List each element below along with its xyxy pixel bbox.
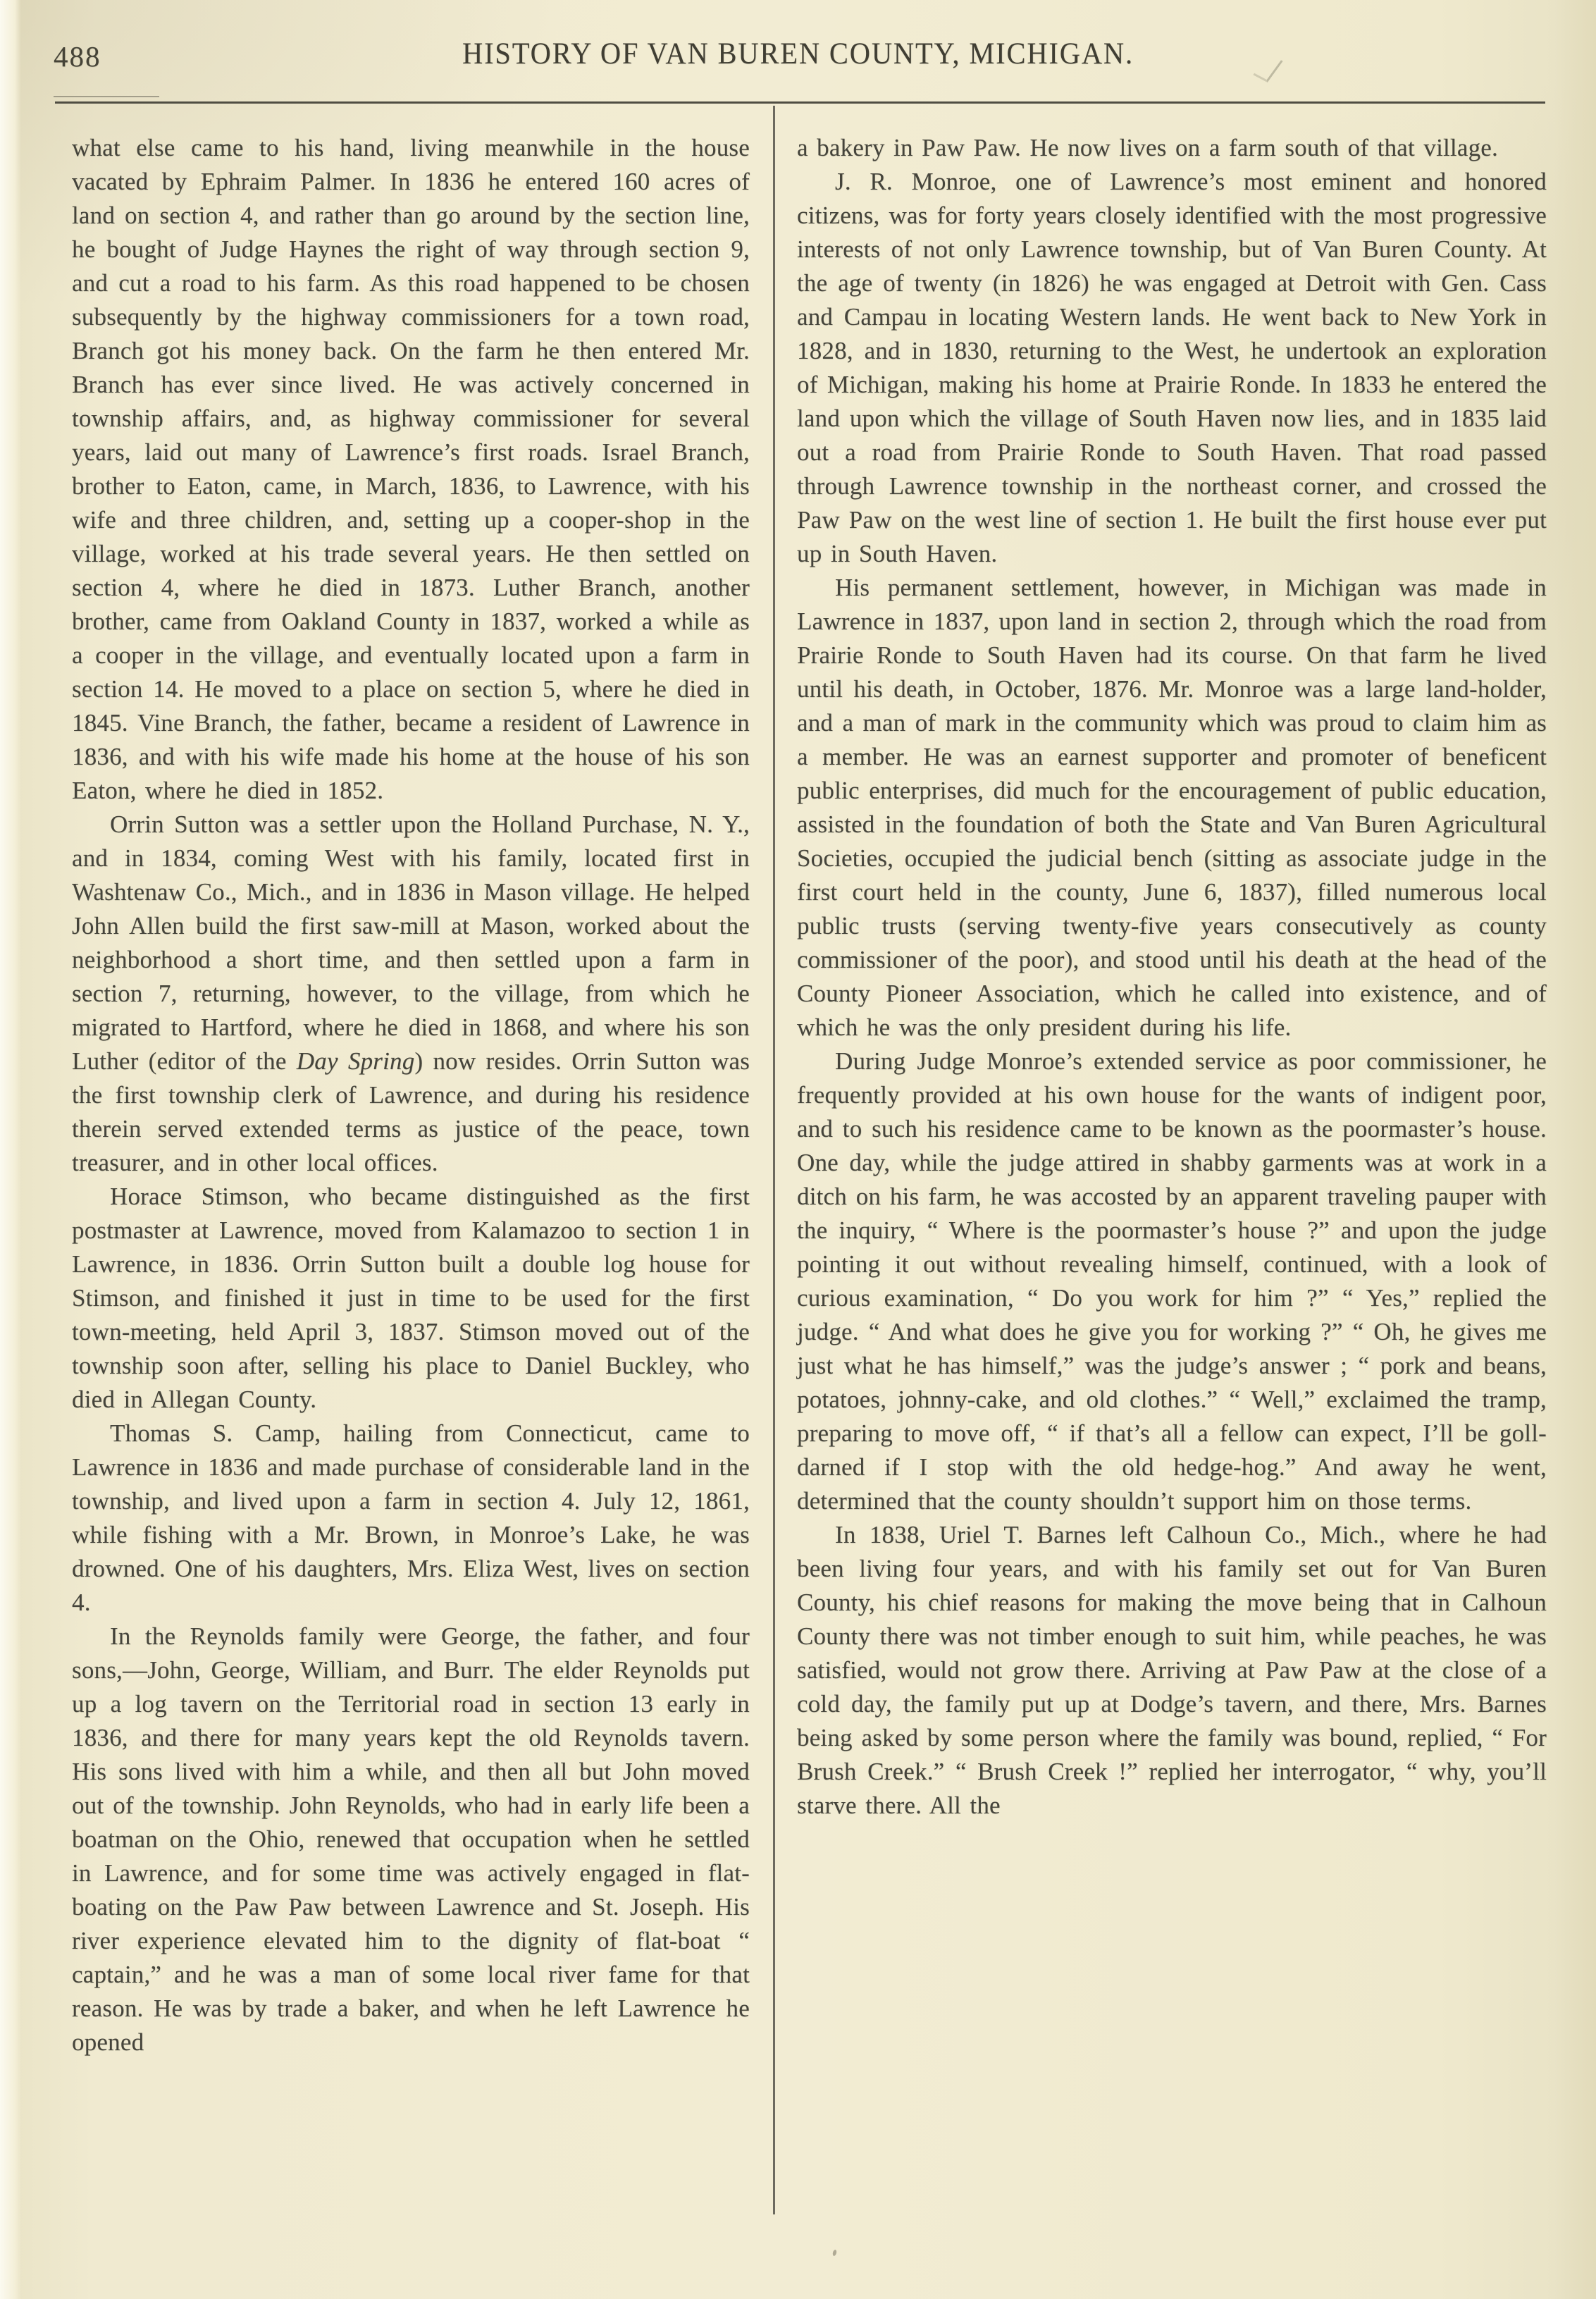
paragraph-reynolds-family: In the Reynolds family were George, the father, and four sons,—John, George, William, and Burr. The elder Reynolds put up a log tavern on the Territorial road in section 13 early in 1836, and there for many years kept the old Reynolds tavern. His sons lived with him a while, and then all but John moved out of the township. John Reynolds, who had in early life been a boatman on the Ohio, renewed that occupation when he settled in Lawrence, and for some time was actively engaged in flat-boating on the Paw Paw between Lawrence and St. Joseph. His river experience elevated him to the dignity of flat-boat “ captain,” and he was a man of some local river fame for that reason. He was by trade a baker, and when he left Lawrence he opened: [72, 1622, 750, 2056]
header-rule: [55, 101, 1545, 104]
column-divider: [773, 106, 775, 2214]
paragraph-uriel-barnes: In 1838, Uriel T. Barnes left Calhoun Co., Mich., where he had been living four years, and with his family set out for Van Buren County, his chief reasons for making the move being that in Calhoun County there was not timber enough to suit him, while peaches, he was satisfied, would not grow there. Arriving at Paw Paw at the close of a cold day, the family put up at Dodge’s tavern, and there, Mrs. Barnes being asked by some person where the family was bound, replied, “ For Brush Creek.” “ Brush Creek !” replied her interrogator, “ why, you’ll starve there. All the: [797, 1521, 1547, 1819]
paragraph-continuation: what else came to his hand, living meanwhile in the house vacated by Ephraim Palmer. In 1836 he entered 160 acres of land on section 4, and rather than go around by the section line, he bought of Judge Haynes the right of way through section 9, and cut a road to his farm. As this road happened to be chosen subsequently by the highway commissioners for a town road, Branch got his money back. On the farm he then entered Mr. Branch has ever since lived. He was actively concerned in township affairs, and, as highway commissioner for several years, laid out many of Lawrence’s first roads. Israel Branch, brother to Eaton, came, in March, 1836, to Lawrence, with his wife and three children, and, setting up a cooper-shop in the village, worked at his trade several years. He then settled on section 4, where he died in 1873. Luther Branch, another brother, came from Oakland County in 1837, worked a while as a cooper in the village, and eventually located upon a farm in section 14. He moved to a place on section 5, where he died in 1845. Vine Branch, the father, became a resident of Lawrence in 1836, and with his wife made his home at the house of his son Eaton, where he died in 1852.: [72, 134, 750, 804]
page-number: 488: [54, 40, 101, 73]
paragraph-text: Orrin Sutton was a settler upon the Holland Purchase, N. Y., and in 1834, coming West with his family, located first in Washtenaw Co., Mich., and in 1836 in Mason village. He helped John Allen build the first saw-mill at Mason, worked about the neighborhood a short time, and then settled upon a farm in section 7, returning, however, to the village, from which he migrated to Hartford, where he died in 1868, and where his son Luther (editor of the: [72, 810, 750, 1075]
paragraph-poor-commissioner: During Judge Monroe’s extended service as poor commissioner, he frequently provided at his own house for the wants of indigent poor, and to such his residence came to be known as the poormaster’s house. One day, while the judge attired in shabby garments was at work in a ditch on his farm, he was accosted by an apparent traveling pauper with the inquiry, “ Where is the poormaster’s house ?” and upon the judge pointing it out without revealing himself, continued, with a look of curious examination, “ Do you work for him ?” “ Yes,” replied the judge. “ And what does he give you for working ?” “ Oh, he gives me just what he has himself,” was the judge’s answer ; “ pork and beans, potatoes, johnny-cake, and old clothes.” “ Well,” exclaimed the tramp, preparing to move off, “ if that’s all a fellow can expect, I’ll be goll-darned if I stop with the old hedge-hog.” And away he went, determined that the county shouldn’t support him on those terms.: [797, 1047, 1547, 1515]
ink-speck-artifact: [832, 2250, 837, 2257]
day-spring-italic: Day Spring: [296, 1047, 415, 1075]
paragraph-horace-stimson: Horace Stimson, who became distinguished as the first postmaster at Lawrence, moved from Kalamazoo to section 1 in Lawrence, in 1836. Orrin Sutton built a double log house for Stimson, and finished it just in time to be used for the first town-meeting, held April 3, 1837. Stimson moved out of the township soon after, selling his place to Daniel Buckley, who died in Allegan County.: [72, 1183, 750, 1413]
page-left-edge: [0, 0, 21, 2299]
paragraph-continuation: a bakery in Paw Paw. He now lives on a farm south of that village.: [797, 134, 1498, 161]
page-right-edge: [1554, 0, 1596, 2299]
paragraph-text: ) now resides. Orrin Sutton was the first township clerk of Lawrence, and during his residence therein served extended terms as justice of the peace, town treasurer, and in other local offices.: [72, 1047, 750, 1176]
paragraph-orrin-sutton: [72, 808, 750, 1180]
paragraph-permanent-settlement: His permanent settlement, however, in Michigan was made in Lawrence in 1837, upon land in section 2, through which the road from Prairie Ronde to South Haven had its course. On that farm he lived until his death, in October, 1876. Mr. Monroe was a large land-holder, and a man of mark in the community which was proud to claim him as a member. He was an earnest supporter and promoter of beneficent public enterprises, did much for the encouragement of public education, assisted in the foundation of both the State and Van Buren Agricultural Societies, occupied the judicial bench (sitting as associate judge in the first court held in the county, June 6, 1837), filled numerous local public trusts (serving twenty-five years consecutively as county commissioner of the poor), and stood until his death at the head of the County Pioneer Association, which he called into existence, and of which he was the only president during his life.: [797, 574, 1547, 1041]
paragraph-jr-monroe: J. R. Monroe, one of Lawrence’s most eminent and honored citizens, was for forty years closely identified with the most progressive interests of not only Lawrence township, but of Van Buren County. At the age of twenty (in 1826) he was engaged at Detroit with Gen. Cass and Campau in locating Western lands. He went back to New York in 1828, and in 1830, returning to the West, he undertook an exploration of Michigan, making his home at Prairie Ronde. In 1833 he entered the land upon which the village of South Haven now lies, and in 1835 laid out a road from Prairie Ronde to South Haven. That road passed through Lawrence township in the northeast corner, and crossed the Paw Paw on the west line of section 1. He built the first house ever put up in South Haven.: [797, 168, 1547, 567]
page-title: HISTORY OF VAN BUREN COUNTY, MICHIGAN.: [462, 37, 1134, 70]
right-column: [797, 131, 1547, 1823]
left-column: [72, 131, 750, 2059]
paragraph-thomas-camp: Thomas S. Camp, hailing from Connecticut, came to Lawrence in 1836 and made purchase of considerable land in the township, and lived upon a farm in section 4. July 12, 1861, while fishing with a Mr. Brown, in Monroe’s Lake, he was drowned. One of his daughters, Mrs. Eliza West, lives on section 4.: [72, 1419, 750, 1616]
